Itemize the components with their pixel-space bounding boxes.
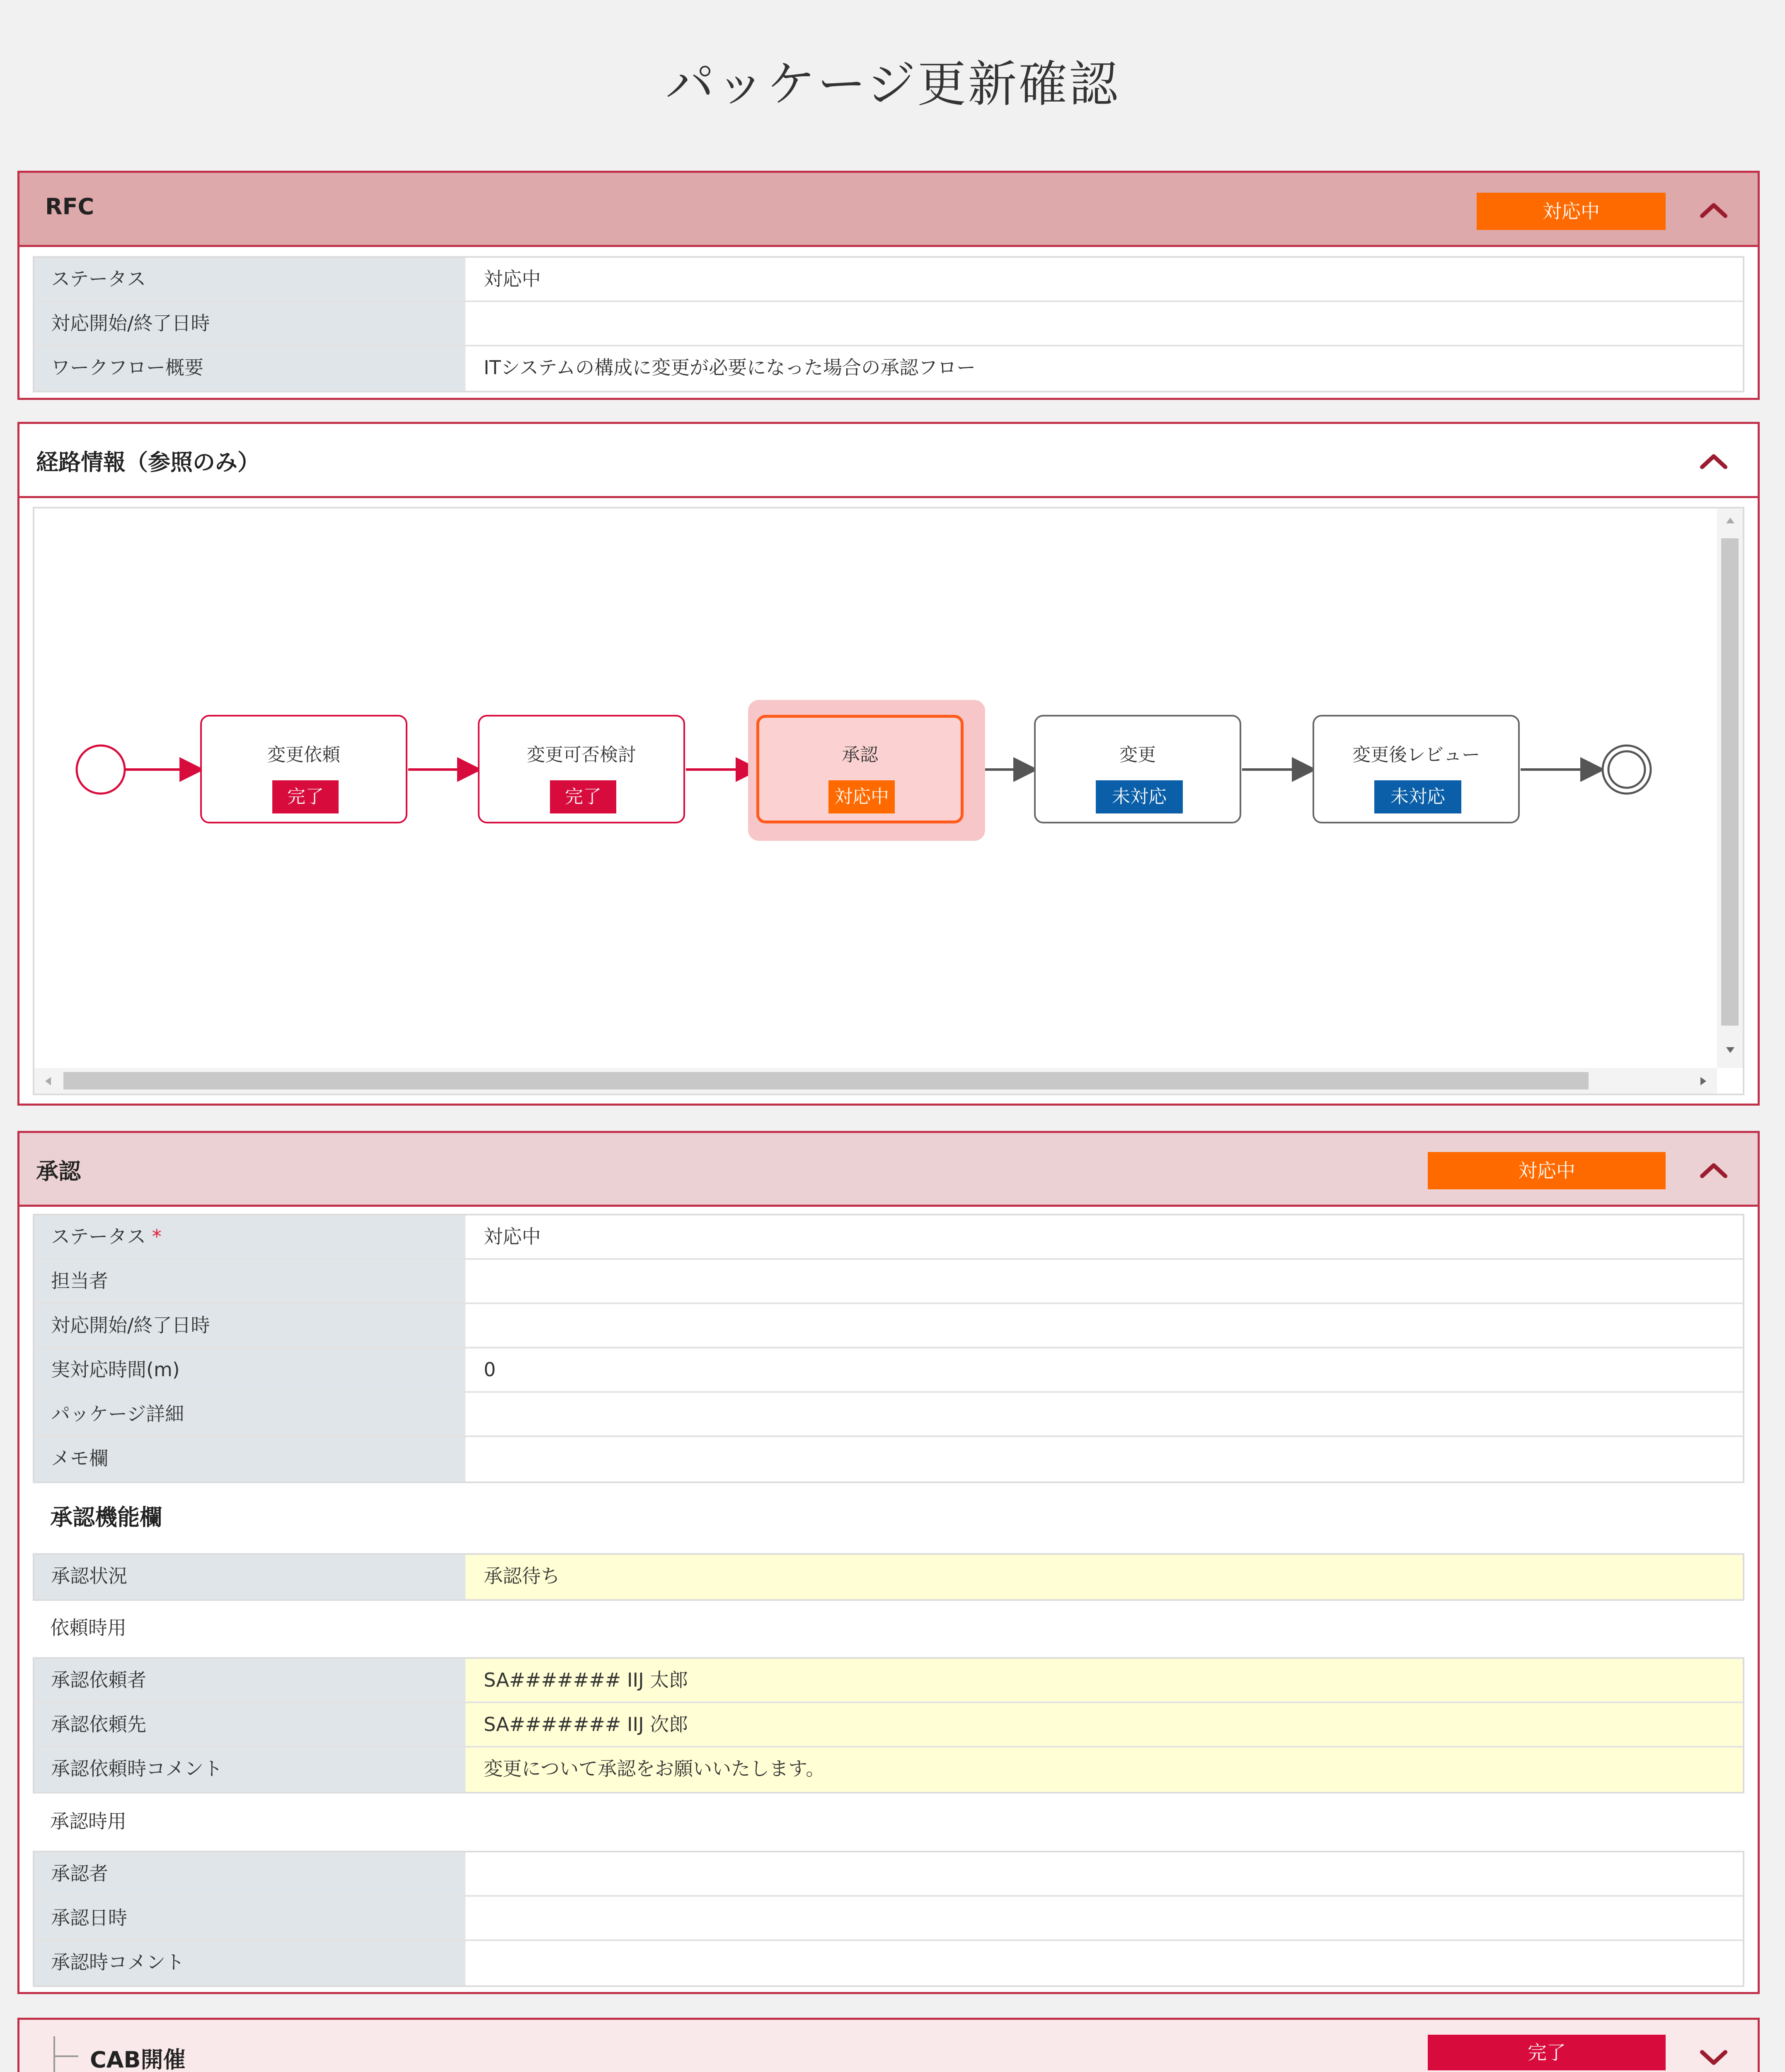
- row-value: ITシステムの構成に変更が必要になった場合の承認フロー: [484, 356, 976, 379]
- scroll-up-arrow-icon[interactable]: [1726, 518, 1734, 523]
- row-value: [465, 302, 1743, 345]
- rfc-title: RFC: [45, 194, 94, 220]
- row-value: SA####### IIJ 次郎: [465, 1703, 1743, 1746]
- row-value: 対応中: [484, 1225, 541, 1248]
- approval-details-table: [33, 1214, 1744, 1483]
- rfc-panel-header[interactable]: [19, 173, 1758, 247]
- approve-table: [33, 1851, 1744, 1987]
- collapse-chevron-icon[interactable]: [1698, 194, 1729, 226]
- end-event-icon: [1603, 746, 1651, 794]
- rfc-panel: [17, 171, 1760, 400]
- row-label: 実対応時間(m): [34, 1348, 465, 1391]
- table-row: [34, 1897, 1743, 1941]
- table-row: [34, 1941, 1743, 1985]
- table-row: [34, 1437, 1743, 1481]
- row-label: 承認依頼時コメント: [34, 1748, 465, 1792]
- row-value: 0: [484, 1358, 496, 1381]
- node-status-badge: 対応中: [828, 780, 895, 813]
- rfc-status-badge: 対応中: [1477, 193, 1666, 230]
- row-value: 変更について承認をお願いいたします。: [465, 1748, 1743, 1792]
- flow-node-change[interactable]: [1034, 715, 1241, 823]
- scroll-left-arrow-icon[interactable]: [45, 1077, 51, 1085]
- node-label: 承認: [842, 744, 878, 765]
- table-row: [34, 1852, 1743, 1897]
- row-label: 承認日時: [34, 1897, 465, 1939]
- row-label: 対応開始/終了日時: [34, 1304, 465, 1347]
- node-status-badge: 完了: [550, 780, 616, 813]
- flow-node-feasibility[interactable]: [478, 715, 685, 823]
- flow-node-approval[interactable]: [756, 715, 964, 823]
- row-label: 担当者: [34, 1260, 465, 1302]
- row-value: 承認待ち: [465, 1555, 1743, 1599]
- table-row: [34, 1659, 1743, 1703]
- row-value: [465, 1941, 1743, 1985]
- cab-meeting-status-badge: 完了: [1428, 2035, 1666, 2070]
- table-row: [34, 258, 1743, 302]
- table-row: [34, 1260, 1743, 1304]
- row-value: SA####### IIJ 太郎: [465, 1659, 1743, 1702]
- request-section-label: 依頼時用: [50, 1617, 126, 1639]
- flow-node-review[interactable]: [1313, 715, 1520, 823]
- row-label: [34, 1215, 465, 1258]
- node-label: 変更: [1119, 744, 1156, 765]
- horizontal-scroll-thumb[interactable]: [63, 1072, 1589, 1089]
- approval-title: 承認: [36, 1158, 81, 1184]
- row-value: [465, 1304, 1743, 1347]
- table-row: [34, 302, 1743, 346]
- row-label: 承認状況: [34, 1555, 465, 1599]
- approval-panel-header[interactable]: [19, 1133, 1758, 1207]
- table-row: [34, 1748, 1743, 1792]
- horizontal-scrollbar[interactable]: [34, 1068, 1717, 1094]
- row-value: [465, 1437, 1743, 1481]
- vertical-scrollbar[interactable]: [1717, 508, 1743, 1068]
- approval-feature-heading: 承認機能欄: [50, 1504, 162, 1530]
- route-panel-header[interactable]: [19, 424, 1758, 498]
- row-value: [465, 1897, 1743, 1939]
- collapse-chevron-icon[interactable]: [1698, 445, 1729, 477]
- table-row: [34, 1703, 1743, 1748]
- row-value: [465, 1852, 1743, 1895]
- required-mark: *: [152, 1225, 162, 1248]
- scroll-down-arrow-icon[interactable]: [1726, 1047, 1734, 1053]
- request-table: [33, 1657, 1744, 1794]
- node-status-badge: 未対応: [1096, 780, 1183, 813]
- row-label: 承認者: [34, 1852, 465, 1895]
- approve-section-label: 承認時用: [50, 1810, 126, 1832]
- tree-branch-icon: [49, 2036, 82, 2072]
- approval-status-table: [33, 1553, 1744, 1601]
- node-label: 変更依頼: [267, 744, 340, 765]
- row-label: 対応開始/終了日時: [34, 302, 465, 345]
- approval-panel: [17, 1131, 1760, 1994]
- flow-node-request[interactable]: [200, 715, 407, 823]
- table-row: [34, 1393, 1743, 1437]
- rfc-details-table: [33, 256, 1744, 392]
- table-row: [34, 1304, 1743, 1348]
- row-label: 承認依頼者: [34, 1659, 465, 1702]
- row-value: [465, 1260, 1743, 1302]
- row-label: 承認時コメント: [34, 1941, 465, 1985]
- route-title: 経路情報（参照のみ）: [36, 449, 260, 475]
- collapse-chevron-icon[interactable]: [1698, 1155, 1729, 1186]
- vertical-scroll-thumb[interactable]: [1721, 538, 1739, 1026]
- node-label: 変更可否検討: [527, 744, 636, 765]
- row-label: ステータス: [34, 258, 465, 300]
- row-value: 対応中: [484, 268, 541, 290]
- route-diagram: [33, 507, 1744, 1095]
- table-row: [34, 1215, 1743, 1260]
- row-label: メモ欄: [34, 1437, 465, 1481]
- route-panel: [17, 422, 1760, 1106]
- cab-meeting-panel[interactable]: [17, 2018, 1760, 2072]
- node-status-badge: 未対応: [1374, 780, 1461, 813]
- node-status-badge: 完了: [272, 780, 339, 813]
- row-label: ワークフロー概要: [34, 346, 465, 391]
- table-row: [34, 346, 1743, 391]
- node-label: 変更後レビュー: [1352, 744, 1480, 765]
- cab-meeting-title: CAB開催: [90, 2047, 186, 2072]
- row-label-text: ステータス: [51, 1225, 146, 1248]
- approval-status-badge: 対応中: [1428, 1152, 1666, 1189]
- start-event-icon: [77, 746, 125, 794]
- expand-chevron-icon[interactable]: [1698, 2041, 1729, 2072]
- table-row: [34, 1348, 1743, 1393]
- page-title: パッケージ更新確認: [665, 56, 1120, 113]
- row-label: パッケージ詳細: [34, 1393, 465, 1435]
- table-row: [34, 1555, 1743, 1599]
- scroll-right-arrow-icon[interactable]: [1700, 1077, 1706, 1085]
- row-label: 承認依頼先: [34, 1703, 465, 1746]
- row-value: [465, 1393, 1743, 1435]
